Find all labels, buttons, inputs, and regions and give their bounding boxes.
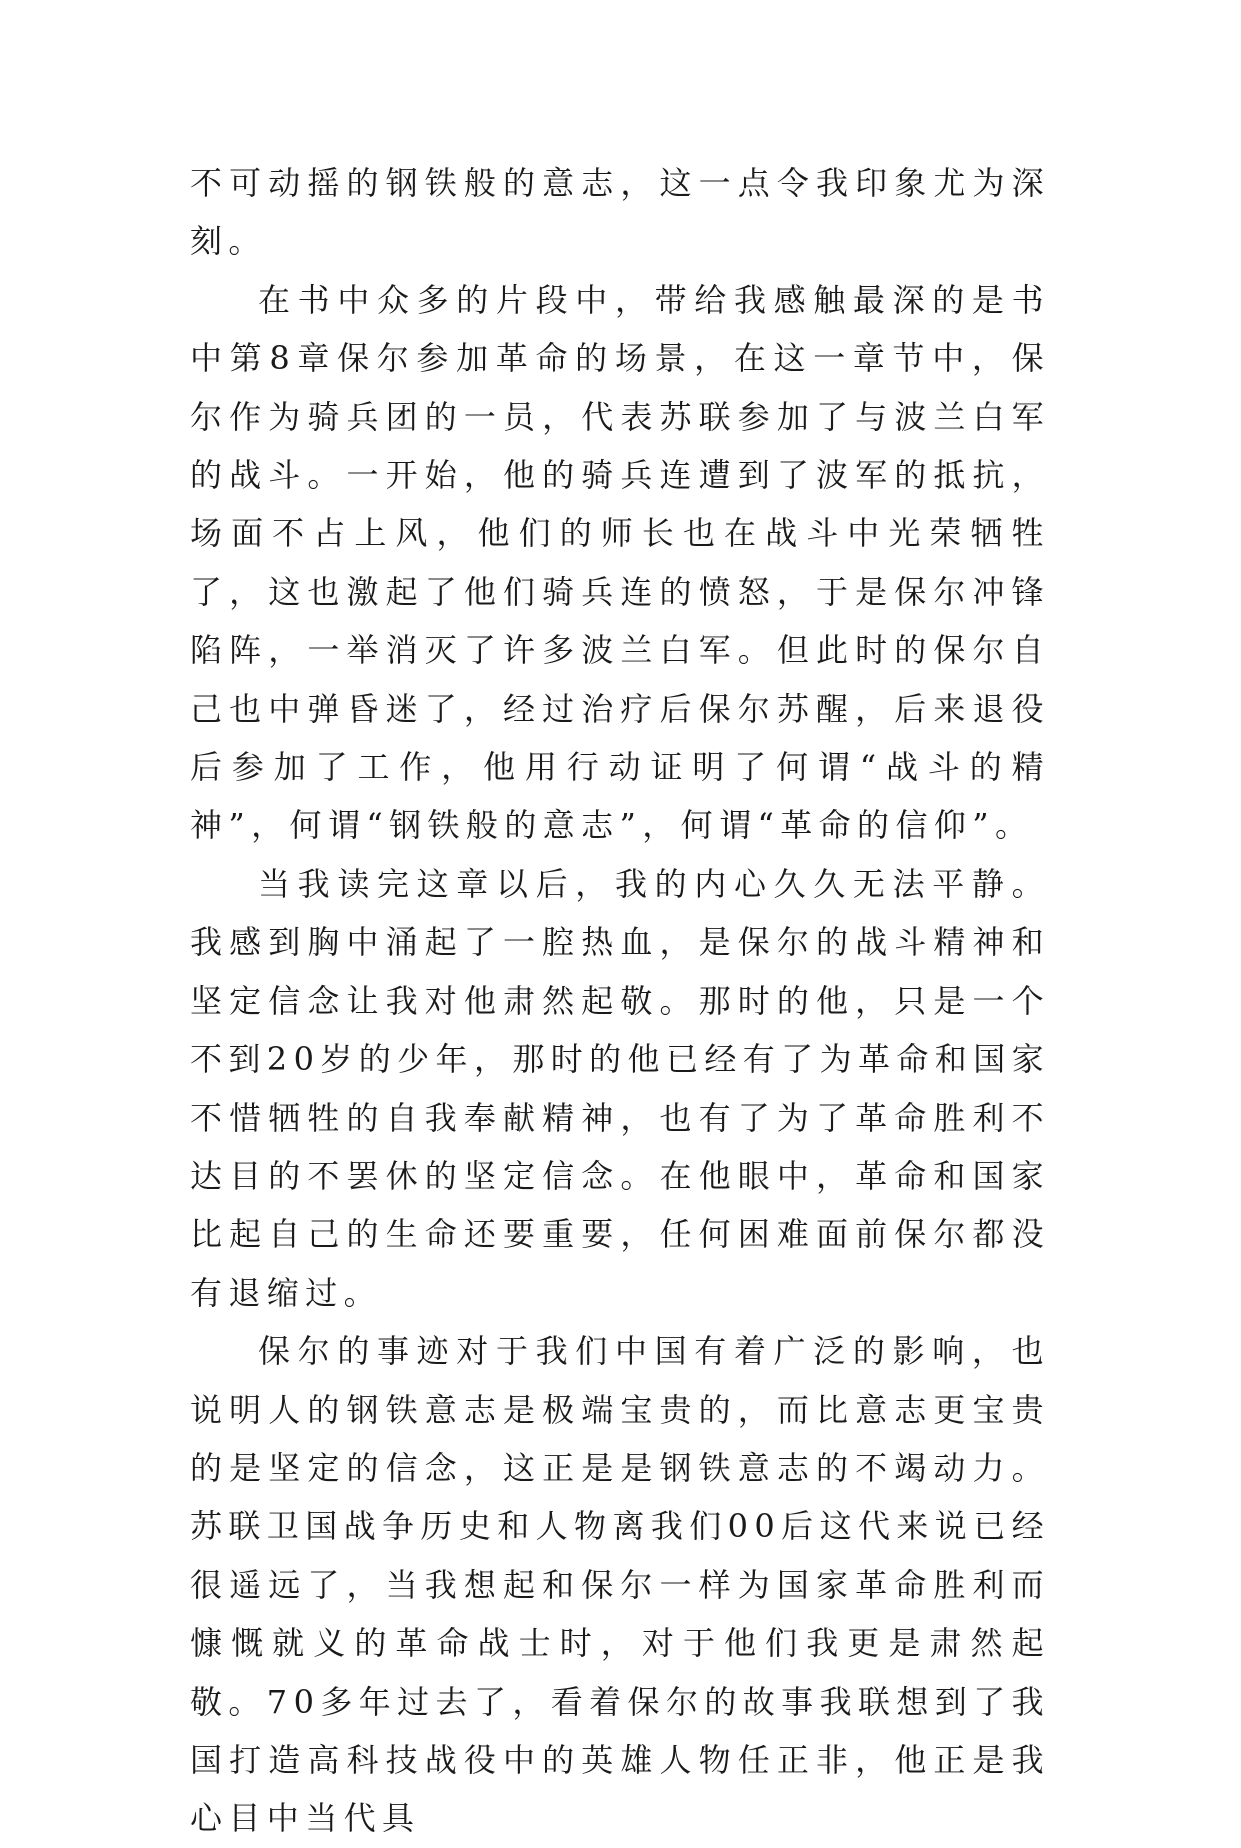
paragraph-1: 不可动摇的钢铁般的意志，这一点令我印象尤为深刻。	[190, 164, 1050, 261]
body-text	[190, 154, 1050, 1848]
paragraph-3: 当我读完这章以后，我的内心久久无法平静。我感到胸中涌起了一腔热血，是保尔的战斗精神和坚定信念让我对他肃然起敬。那时的他，只是一个不到20岁的少年，那时的他已经有了为革命和国家不惜牺牲的自我奉献精神，也有了为了革命胜利不达目的不罢休的坚定信念。在他眼中，革命和国家比起自己的生命还要重要，任何困难面前保尔都没有退缩过。	[190, 864, 1050, 1312]
paragraph-4: 保尔的事迹对于我们中国有着广泛的影响，也说明人的钢铁意志是极端宝贵的，而比意志更宝贵的是坚定的信念，这正是是钢铁意志的不竭动力。苏联卫国战争历史和人物离我们00后这代来说已经很遥远了，当我想起和保尔一样为国家革命胜利而慷慨就义的革命战士时，对于他们我更是肃然起敬。70多年过去了，看着保尔的故事我联想到了我国打造高科技战役中的英雄人物任正非，他正是我心目中当代具	[190, 1332, 1050, 1838]
paragraph-2: 在书中众多的片段中，带给我感触最深的是书中第8章保尔参加革命的场景，在这一章节中，保尔作为骑兵团的一员，代表苏联参加了与波兰白军的战斗。一开始，他的骑兵连遭到了波军的抵抗，场面不占上风，他们的师长也在战斗中光荣牺牲了，这也激起了他们骑兵连的愤怒，于是保尔冲锋陷阵，一举消灭了许多波兰白军。但此时的保尔自己也中弹昏迷了，经过治疗后保尔苏醒，后来退役后参加了工作，他用行动证明了何谓“战斗的精神”，何谓“钢铁般的意志”，何谓“革命的信仰”。	[190, 280, 1050, 845]
